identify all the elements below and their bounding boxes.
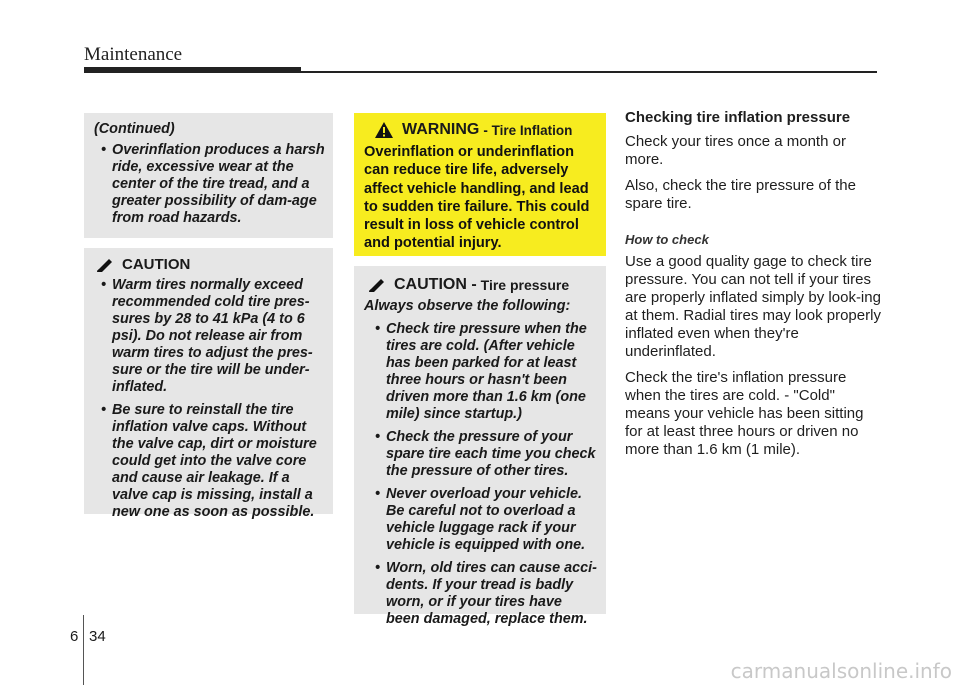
section-heading: Checking tire inflation pressure: [625, 109, 851, 126]
caution-2-list: [364, 321, 598, 628]
continued-box: [84, 113, 333, 238]
header-rule-thin: [301, 71, 877, 73]
paragraph: Also, check the tire pressure of the spare tire.: [625, 177, 856, 212]
list-item: • Be sure to reinstall the tire inflation valve caps. Without the valve cap, dirt or moisture could get into the valve core and cause air leakage. If a valve cap is missing, install a new one as soon as possible.: [101, 402, 317, 520]
list-item: • Never overload your vehicle. Be careful not to overload a vehicle luggage rack if your vehicle is equipped with one.: [375, 486, 586, 553]
pencil-icon: [96, 258, 114, 272]
continued-label: (Continued): [94, 121, 175, 137]
caution-2-title: CAUTION -: [394, 276, 477, 293]
warning-box: [354, 113, 606, 256]
page-header-title: Maintenance: [84, 44, 183, 65]
footer-line: [83, 615, 84, 685]
caution-box-1: [84, 248, 333, 520]
subheading: How to check: [625, 232, 709, 247]
header-rule-thick: [84, 67, 301, 73]
list-item: • Check tire pressure when the tires are cold. (After vehicle has been parked for at least three hours or hasn't been driven more than 1.6 km (one mile) since startup.): [375, 321, 587, 422]
list-item: • Worn, old tires can cause acci-dents. If your tread is badly worn, or if your tires have been damaged, replace them.: [375, 560, 597, 627]
warning-title: WARNING: [402, 121, 480, 138]
paragraph: Check the tire's inflation pressure when the tires are cold. - "Cold" means your vehicle has been sitting for at least three hours or driven no more than 1.6 km (1 mile).: [625, 369, 864, 458]
warning-text: Overinflation or underinflation can reduce tire life, adversely affect vehicle handling, and lead to sudden tire failure. This could result in loss of vehicle control and potential injury.: [364, 144, 590, 252]
warning-heading: [364, 121, 598, 139]
warning-triangle-icon: [374, 121, 394, 139]
caution-1-title: CAUTION: [122, 256, 191, 273]
chapter-number: 6: [70, 628, 79, 645]
paragraph: Check your tires once a month or more.: [625, 133, 846, 168]
list-item: • Overinflation produces a harsh ride, excessive wear at the center of the tire tread, and a greater possibility of dam-age from road hazards.: [101, 142, 325, 226]
paragraph: Use a good quality gage to check tire pressure. You can not tell if your tires are properly inflated simply by look-ing at them. Radial tires may look properly inflated even when they're underinflated.: [625, 253, 881, 360]
caution-2-heading: [364, 276, 598, 294]
continued-list: [90, 142, 325, 227]
main-column: [625, 109, 881, 467]
list-item: • Check the pressure of your spare tire each time you check the pressure of other tires.: [375, 429, 596, 479]
list-item: • Warm tires normally exceed recommended cold tire pres-sures by 28 to 41 kPa (4 to 6 psi). Do not release air from warm tires to adjust the pres-sure or the tire will be under-inflated.: [101, 277, 313, 395]
pencil-icon: [368, 278, 386, 292]
watermark-text: carmanualsonline.info: [730, 659, 952, 683]
warning-subtitle: - Tire Inflation: [483, 122, 573, 138]
page-number: 34: [89, 628, 106, 645]
caution-box-2: [354, 266, 606, 627]
caution-2-intro: Always observe the following:: [364, 298, 571, 314]
caution-1-list: [90, 277, 325, 521]
caution-2-subtitle: Tire pressure: [480, 277, 570, 293]
caution-1-heading: [90, 256, 325, 273]
